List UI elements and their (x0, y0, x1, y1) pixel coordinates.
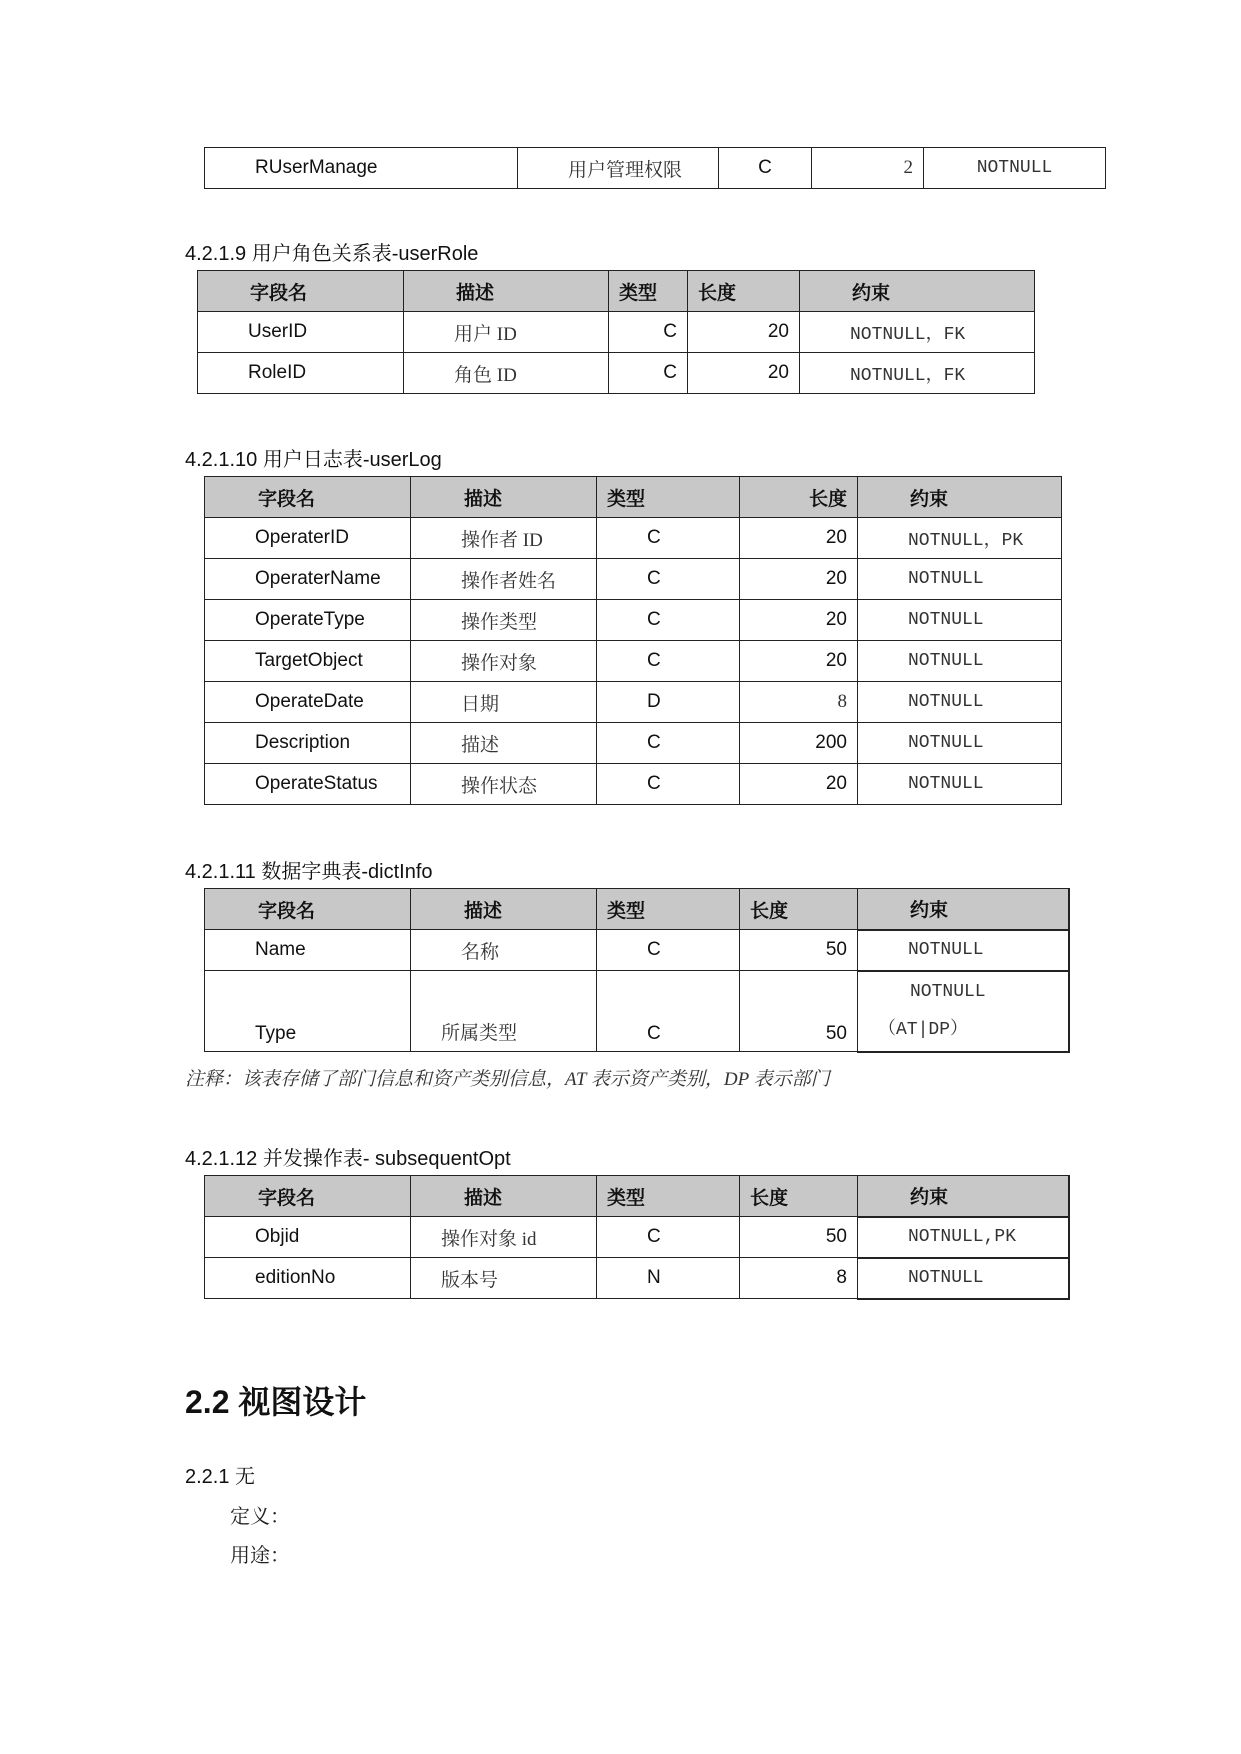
userrole-table (197, 270, 1035, 394)
constraint-cell: NOTNULL，FK (800, 312, 1035, 353)
header-length: 长度 (740, 1176, 858, 1217)
length-cell: 20 (688, 312, 800, 353)
subsection-heading: 2.2.1 无 (185, 1466, 256, 1488)
header-desc: 描述 (411, 477, 597, 518)
desc-cell: 操作者姓名 (411, 559, 597, 600)
section-title-userlog: 4.2.1.10 用户日志表-userLog (185, 449, 442, 471)
definition-label: 定义： (230, 1506, 290, 1528)
constraint-line-2: （AT|DP） (878, 1020, 969, 1040)
header-desc: 描述 (411, 889, 597, 930)
dictinfo-table (204, 888, 1070, 1053)
length-cell: 50 (740, 930, 858, 971)
type-cell: C (597, 1217, 740, 1258)
header-type: 类型 (597, 889, 740, 930)
type-cell: C (609, 353, 688, 394)
constraint-line-1: NOTNULL (910, 982, 986, 1002)
header-row (205, 889, 1069, 930)
desc-cell: 操作对象 id (411, 1217, 597, 1258)
desc-cell: 用户 ID (404, 312, 609, 353)
length-cell: 20 (740, 641, 858, 682)
field-cell: Objid (205, 1217, 411, 1258)
constraint-cell (858, 971, 1069, 1052)
table-note: 注释：该表存储了部门信息和资产类别信息，AT 表示资产类别，DP 表示部门 (185, 1069, 830, 1090)
header-row (198, 271, 1035, 312)
field-cell: Type (205, 971, 411, 1052)
length-cell: 20 (688, 353, 800, 394)
table-row (205, 559, 1062, 600)
desc-cell: 操作对象 (411, 641, 597, 682)
type-cell: C (609, 312, 688, 353)
length-cell: 50 (740, 1217, 858, 1258)
type-cell: C (597, 518, 740, 559)
table-row (205, 1258, 1069, 1299)
header-constraint: 约束 (800, 271, 1035, 312)
subsequentopt-table (204, 1175, 1070, 1300)
header-row (205, 1176, 1069, 1217)
header-constraint: 约束 (858, 889, 1069, 930)
header-field: 字段名 (198, 271, 404, 312)
constraint-cell: NOTNULL (858, 641, 1062, 682)
constraint-cell: NOTNULL (858, 930, 1069, 971)
length-cell: 2 (812, 148, 924, 189)
field-cell: OperateStatus (205, 764, 411, 805)
constraint-cell: NOTNULL (858, 723, 1062, 764)
field-cell: TargetObject (205, 641, 411, 682)
field-cell: RUserManage (205, 148, 518, 189)
type-cell: C (597, 600, 740, 641)
header-length: 长度 (740, 477, 858, 518)
type-cell: C (597, 764, 740, 805)
desc-cell: 操作者 ID (411, 518, 597, 559)
desc-cell: 所属类型 (411, 971, 597, 1052)
length-cell: 20 (740, 764, 858, 805)
field-cell: Description (205, 723, 411, 764)
table-row (205, 600, 1062, 641)
table-row (205, 148, 1106, 189)
field-cell: UserID (198, 312, 404, 353)
type-cell: C (597, 723, 740, 764)
desc-cell: 日期 (411, 682, 597, 723)
header-desc: 描述 (404, 271, 609, 312)
top-table (204, 147, 1106, 189)
field-cell: editionNo (205, 1258, 411, 1299)
type-cell: C (597, 641, 740, 682)
header-row (205, 477, 1062, 518)
field-cell: OperateDate (205, 682, 411, 723)
header-field: 字段名 (205, 889, 411, 930)
header-constraint: 约束 (858, 477, 1062, 518)
field-cell: OperaterName (205, 559, 411, 600)
desc-cell: 版本号 (411, 1258, 597, 1299)
length-cell: 200 (740, 723, 858, 764)
table-row (205, 971, 1069, 1052)
section-title-subsequentopt: 4.2.1.12 并发操作表- subsequentOpt (185, 1148, 511, 1170)
header-field: 字段名 (205, 477, 411, 518)
header-length: 长度 (688, 271, 800, 312)
desc-cell: 用户管理权限 (518, 148, 719, 189)
type-cell: C (597, 971, 740, 1052)
desc-cell: 操作状态 (411, 764, 597, 805)
field-cell: Name (205, 930, 411, 971)
header-length: 长度 (740, 889, 858, 930)
field-cell: OperateType (205, 600, 411, 641)
table-row (205, 682, 1062, 723)
section-title-dictinfo: 4.2.1.11 数据字典表-dictInfo (185, 861, 433, 883)
constraint-cell: NOTNULL (924, 148, 1106, 189)
header-constraint: 约束 (858, 1176, 1069, 1217)
length-cell: 20 (740, 600, 858, 641)
table-row (205, 723, 1062, 764)
type-cell: C (597, 559, 740, 600)
type-cell: C (719, 148, 812, 189)
table-row (205, 930, 1069, 971)
constraint-cell: NOTNULL，FK (800, 353, 1035, 394)
section-title-userrole: 4.2.1.9 用户角色关系表-userRole (185, 243, 479, 265)
length-cell: 8 (740, 682, 858, 723)
desc-cell: 名称 (411, 930, 597, 971)
length-cell: 20 (740, 559, 858, 600)
table-row (205, 764, 1062, 805)
constraint-cell: NOTNULL (858, 559, 1062, 600)
table-row (205, 518, 1062, 559)
field-cell: RoleID (198, 353, 404, 394)
table-row (198, 312, 1035, 353)
header-type: 类型 (597, 1176, 740, 1217)
desc-cell: 描述 (411, 723, 597, 764)
type-cell: C (597, 930, 740, 971)
length-cell: 20 (740, 518, 858, 559)
length-cell: 8 (740, 1258, 858, 1299)
constraint-cell: NOTNULL (858, 1258, 1069, 1299)
header-type: 类型 (597, 477, 740, 518)
constraint-cell: NOTNULL，PK (858, 518, 1062, 559)
length-cell: 50 (740, 971, 858, 1052)
constraint-cell: NOTNULL,PK (858, 1217, 1069, 1258)
table-row (205, 641, 1062, 682)
constraint-cell: NOTNULL (858, 600, 1062, 641)
constraint-cell: NOTNULL (858, 764, 1062, 805)
table-row (205, 1217, 1069, 1258)
desc-cell: 角色 ID (404, 353, 609, 394)
header-desc: 描述 (411, 1176, 597, 1217)
table-row (198, 353, 1035, 394)
type-cell: N (597, 1258, 740, 1299)
type-cell: D (597, 682, 740, 723)
desc-cell: 操作类型 (411, 600, 597, 641)
userlog-table (204, 476, 1062, 805)
field-cell: OperaterID (205, 518, 411, 559)
header-type: 类型 (609, 271, 688, 312)
constraint-cell: NOTNULL (858, 682, 1062, 723)
usage-label: 用途： (230, 1545, 290, 1567)
header-field: 字段名 (205, 1176, 411, 1217)
section-heading-view-design: 2.2 视图设计 (185, 1384, 367, 1420)
